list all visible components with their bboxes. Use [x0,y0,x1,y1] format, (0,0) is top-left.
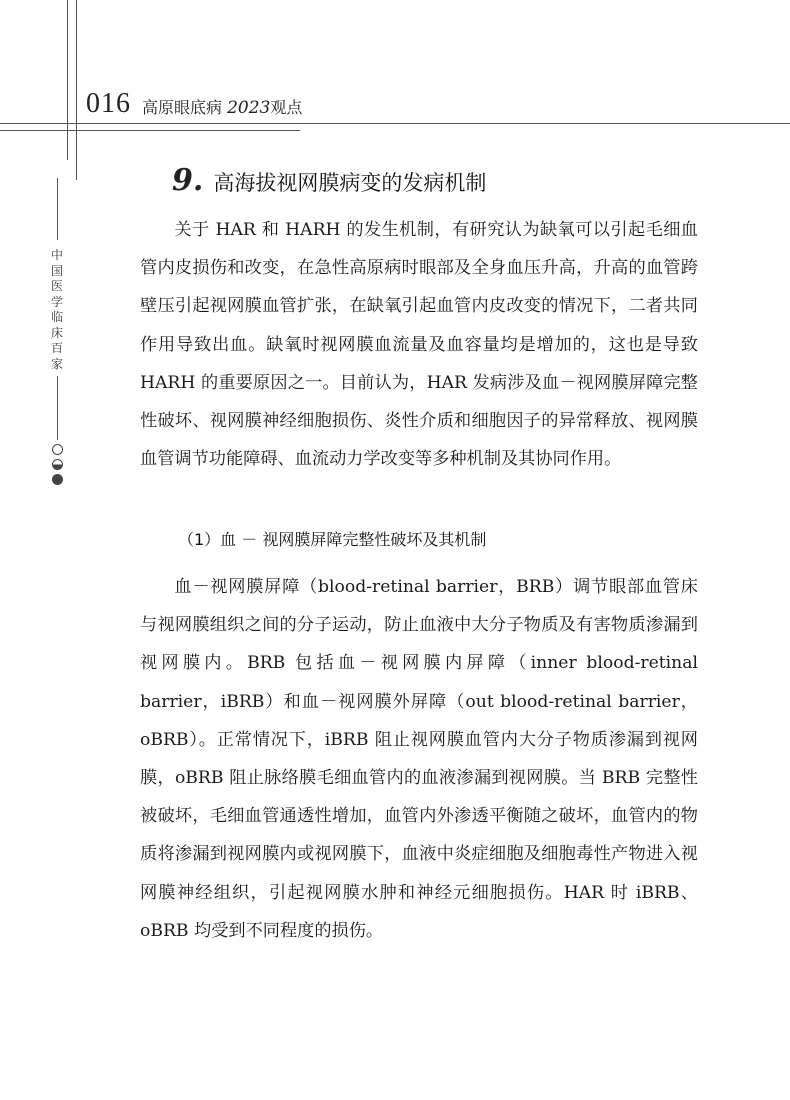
section-title: 高海拔视网膜病变的发病机制 [213,171,487,195]
book-title-year: 2023 [227,98,271,118]
header-vertical-rule-left [67,0,68,160]
circle-filled-icon [52,474,63,485]
book-title-text-a: 高原眼底病 [142,98,223,117]
section-heading [172,163,486,198]
sidebar-rule-bottom [57,376,58,440]
circle-half-icon [52,459,63,470]
page-number: 016 [86,88,131,119]
subsection-heading: （1）血 － 视网膜屏障完整性破坏及其机制 [178,530,487,549]
series-label: 中国医学临床百家 [50,248,63,371]
running-header-title [142,95,302,118]
header-vertical-rule-right [76,0,77,180]
section-number: 9. [172,163,204,198]
circle-empty-icon [52,444,63,455]
book-title-text-b: 观点 [270,98,303,117]
body-paragraph-2: 血－视网膜屏障（blood-retinal barrier，BRB）调节眼部血管床与视网膜组织之间的分子运动，防止血液中大分子物质及有害物质渗漏到视网膜内。BRB 包括血－视网膜内屏障（inner blood-retinal barrier，iBRB）和血－视网膜外屏障（out blood-retinal barrier，oBRB）。正常情况下，iBRB 阻止视网膜血管内大分子物质渗漏到视网膜，oBRB 阻止脉络膜毛细血管内的血液渗漏到视网膜。当 BRB 完整性被破坏，毛细血管通透性增加，血管内外渗透平衡随之破坏，血管内的物质将渗漏到视网膜内或视网膜下，血液中炎症细胞及细胞毒性产物进入视网膜神经组织，引起视网膜水肿和神经元细胞损伤。HAR 时 iBRB、oBRB 均受到不同程度的损伤。 [140,577,698,941]
header-horizontal-rule-top [0,123,790,124]
header-horizontal-rule-bottom [0,130,300,131]
body-paragraph-1: 关于 HAR 和 HARH 的发生机制，有研究认为缺氧可以引起毛细血管内皮损伤和改变，在急性高原病时眼部及全身血压升高，升高的血管跨壁压引起视网膜血管扩张，在缺氧引起血管内皮改变的情况下，二者共同作用导致出血。缺氧时视网膜血流量及血容量均是增加的，这也是导致 HARH 的重要原因之一。目前认为，HAR 发病涉及血－视网膜屏障完整性破坏、视网膜神经细胞损伤、炎性介质和细胞因子的异常释放、视网膜血管调节功能障碍、血流动力学改变等多种机制及其协同作用。 [140,220,698,470]
sidebar-rule-top [57,178,58,240]
